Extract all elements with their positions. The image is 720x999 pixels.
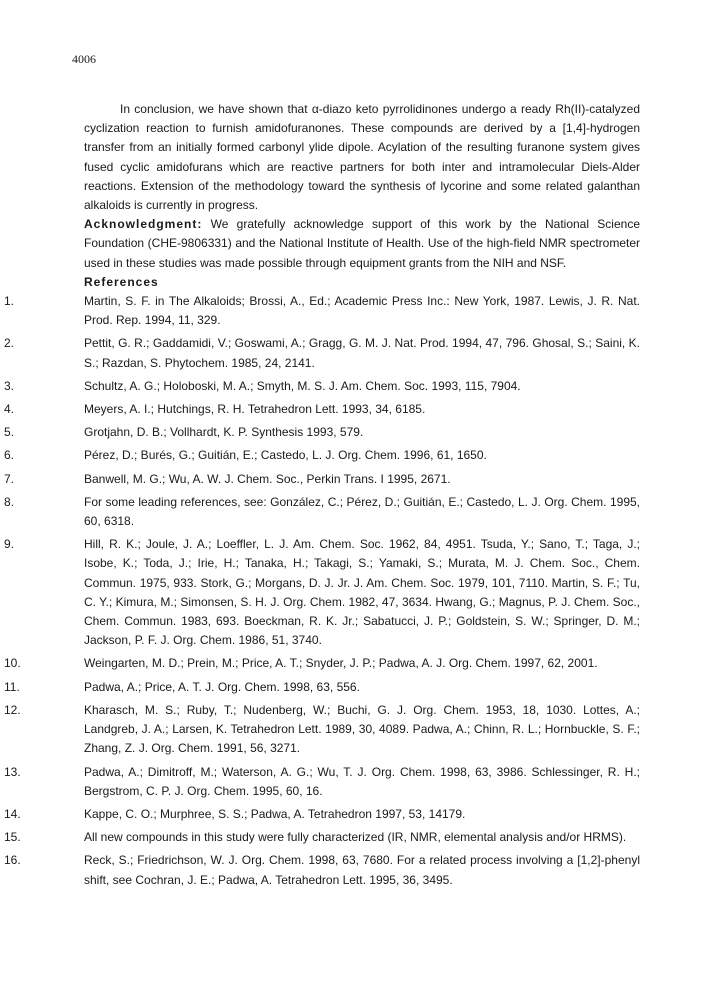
- reference-number: 7.: [4, 471, 15, 486]
- references-heading: References: [84, 274, 159, 289]
- reference-item: [4, 678, 640, 697]
- reference-item: [4, 805, 640, 824]
- reference-item: [4, 701, 640, 759]
- page-number: 4006: [72, 52, 96, 66]
- reference-text: Schultz, A. G.; Holoboski, M. A.; Smyth, M. S. J. Am. Chem. Soc. 1993, 115, 7904.: [84, 378, 521, 393]
- reference-text: Hill, R. K.; Joule, J. A.; Loeffler, L. J. Am. Chem. Soc. 1962, 84, 4951. Tsuda, Y.; Sano, T.; Taga, J.; Isobe, K.; Toda, J.; Irie, H.; Tanaka, H.; Takagi, S.; Yamaki, S.; Murata, M. J. Chem. Soc., Chem. Commun. 1975, 933. Stork, G.; Morgans, D. J. Jr. J. Am. Chem. Soc. 1979, 101, 7110. Martin, S. F.; Tu, C. Y.; Kimura, M.; Simonsen, S. H. J. Org. Chem. 1982, 47, 3634. Hwang, G.; Magnus, P. J. Chem. Soc., Chem. Commun. 1983, 693. Boeckman, R. K. Jr.; Sabatucci, J. P.; Goldstein, S. W.; Springer, D. M.; Jackson, P. F. J. Org. Chem. 1986, 51, 3740.: [84, 537, 640, 648]
- reference-number: 1.: [4, 294, 15, 309]
- reference-number: 10.: [4, 656, 21, 671]
- reference-text: Grotjahn, D. B.; Vollhardt, K. P. Synthesis 1993, 579.: [84, 425, 364, 440]
- reference-item: [4, 292, 640, 330]
- reference-number: 5.: [4, 425, 15, 440]
- reference-number: 2.: [4, 336, 15, 351]
- reference-number: 4.: [4, 402, 15, 417]
- reference-text: Reck, S.; Friedrichson, W. J. Org. Chem. 1998, 63, 7680. For a related process involving a [1,2]-phenyl shift, see Cochran, J. E.; Padwa, A. Tetrahedron Lett. 1995, 36, 3495.: [84, 853, 640, 887]
- reference-item: [4, 377, 640, 396]
- reference-number: 3.: [4, 378, 15, 393]
- reference-number: 13.: [4, 764, 21, 779]
- reference-item: [4, 535, 640, 650]
- reference-text: All new compounds in this study were fully characterized (IR, NMR, elemental analysis and/or HRMS).: [84, 830, 627, 845]
- reference-text: Pérez, D.; Burés, G.; Guitián, E.; Castedo, L. J. Org. Chem. 1996, 61, 1650.: [84, 448, 487, 463]
- reference-item: [4, 828, 640, 847]
- reference-number: 12.: [4, 702, 21, 717]
- acknowledgment-heading: Acknowledgment:: [84, 217, 203, 232]
- page-body: [4, 100, 640, 894]
- reference-item: [4, 400, 640, 419]
- reference-number: 14.: [4, 806, 21, 821]
- reference-text: Kharasch, M. S.; Ruby, T.; Nudenberg, W.; Buchi, G. J. Org. Chem. 1953, 18, 1030. Lottes, A.; Landgreb, J. A.; Larsen, K. Tetrahedron Lett. 1989, 30, 4089. Padwa, A.; Chinn, R. L.; Hornbuckle, S. F.; Zhang, Z. J. Org. Chem. 1991, 56, 3271.: [84, 702, 640, 756]
- reference-item: [4, 763, 640, 801]
- acknowledgment-paragraph: [84, 215, 640, 273]
- reference-item: [4, 654, 640, 673]
- reference-text: Padwa, A.; Dimitroff, M.; Waterson, A. G.; Wu, T. J. Org. Chem. 1998, 63, 3986. Schlessinger, R. H.; Bergstrom, C. P. J. Org. Chem. 1995, 60, 16.: [84, 764, 640, 798]
- reference-text: For some leading references, see: González, C.; Pérez, D.; Guitián, E.; Castedo, L. J. Org. Chem. 1995, 60, 6318.: [84, 494, 640, 529]
- reference-item: [4, 493, 640, 531]
- reference-text: Kappe, C. O.; Murphree, S. S.; Padwa, A. Tetrahedron 1997, 53, 14179.: [84, 806, 466, 821]
- reference-text: Meyers, A. I.; Hutchings, R. H. Tetrahedron Lett. 1993, 34, 6185.: [84, 402, 426, 417]
- reference-item: [4, 446, 640, 465]
- reference-number: 15.: [4, 830, 21, 845]
- reference-text: Martin, S. F. in The Alkaloids; Brossi, A., Ed.; Academic Press Inc.: New York, 1987. Lewis, J. R. Nat. Prod. Rep. 1994, 11, 329.: [84, 294, 640, 328]
- reference-text: Pettit, G. R.; Gaddamidi, V.; Goswami, A.; Gragg, G. M. J. Nat. Prod. 1994, 47, 796. Ghosal, S.; Saini, K. S.; Razdan, S. Phytochem. 1985, 24, 2141.: [84, 336, 640, 370]
- reference-number: 16.: [4, 853, 21, 868]
- reference-number: 6.: [4, 448, 15, 463]
- reference-item: [4, 334, 640, 372]
- reference-text: Banwell, M. G.; Wu, A. W. J. Chem. Soc., Perkin Trans. I 1995, 2671.: [84, 471, 451, 486]
- acknowledgment-text: We gratefully acknowledge support of this work by the National Science Foundation (CHE-9806331) and the National Institute of Health. Use of the high-field NMR spectrometer used in these studies was made possible through equipment grants from the NIH and NSF.: [84, 217, 640, 270]
- reference-item: [4, 470, 640, 489]
- references-list: [4, 292, 640, 890]
- reference-item: [4, 423, 640, 442]
- reference-text: Padwa, A.; Price, A. T. J. Org. Chem. 1998, 63, 556.: [84, 679, 360, 694]
- reference-number: 8.: [4, 494, 15, 509]
- conclusion-paragraph: In conclusion, we have shown that α-diazo keto pyrrolidinones undergo a ready Rh(II)-catalyzed cyclization reaction to furnish amidofuranones. These compounds are derived by a [1,4]-hydrogen transfer from an initially formed carbonyl ylide dipole. Acylation of the resulting furanone system gives fused cyclic amidofurans which are reactive partners for both inter and intramolecular Diels-Alder reactions. Extension of the methodology toward the synthesis of lycorine and some related galanthan alkaloids is currently in progress.: [84, 102, 640, 213]
- reference-text: Weingarten, M. D.; Prein, M.; Price, A. T.; Snyder, J. P.; Padwa, A. J. Org. Chem. 1997, 62, 2001.: [84, 656, 598, 671]
- reference-number: 11.: [4, 679, 20, 694]
- reference-number: 9.: [4, 537, 15, 552]
- reference-item: [4, 851, 640, 889]
